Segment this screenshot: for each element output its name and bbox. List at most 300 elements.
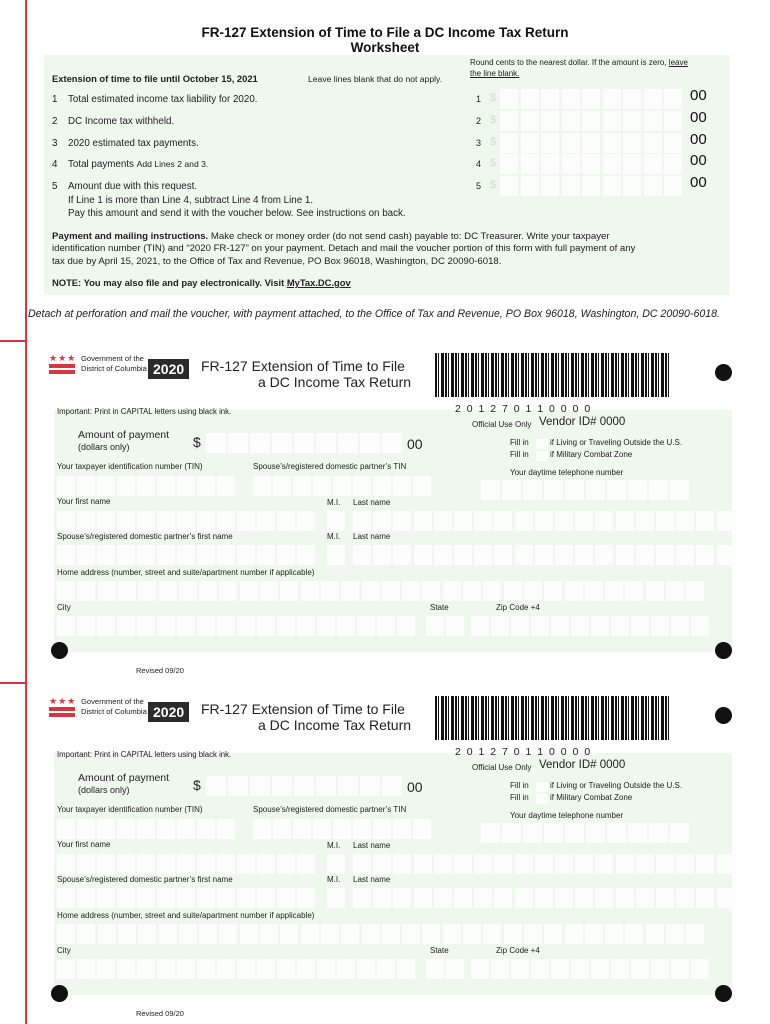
char-box[interactable] [177, 819, 195, 839]
line-digit-box[interactable] [664, 133, 682, 153]
char-box[interactable] [217, 616, 235, 636]
char-box[interactable] [97, 854, 115, 874]
char-box[interactable] [341, 924, 359, 944]
char-box[interactable] [138, 581, 156, 601]
char-box[interactable] [413, 819, 431, 839]
char-box[interactable] [353, 819, 371, 839]
char-box[interactable] [357, 959, 375, 979]
char-box[interactable] [666, 581, 684, 601]
char-box[interactable] [353, 854, 371, 874]
char-box[interactable] [454, 854, 472, 874]
char-box[interactable] [197, 959, 215, 979]
char-box[interactable] [616, 888, 634, 908]
char-box[interactable] [277, 959, 295, 979]
char-box[interactable] [118, 924, 136, 944]
char-box[interactable] [414, 854, 432, 874]
char-box[interactable] [575, 545, 593, 565]
line-digit-box[interactable] [644, 154, 662, 174]
char-box[interactable] [373, 545, 391, 565]
char-box[interactable] [531, 616, 549, 636]
char-box[interactable] [98, 581, 116, 601]
char-box[interactable] [77, 959, 95, 979]
line-digit-box[interactable] [500, 154, 518, 174]
char-box[interactable] [611, 959, 629, 979]
char-box[interactable] [97, 959, 115, 979]
char-box[interactable] [277, 888, 295, 908]
char-box[interactable] [77, 854, 95, 874]
char-box[interactable] [353, 545, 371, 565]
char-box[interactable] [393, 854, 411, 874]
line-digit-box[interactable] [603, 133, 621, 153]
char-box[interactable] [157, 888, 175, 908]
char-box[interactable] [97, 616, 115, 636]
line-digit-box[interactable] [521, 111, 539, 131]
char-box[interactable] [531, 959, 549, 979]
char-box[interactable] [393, 476, 411, 496]
char-box[interactable] [177, 959, 195, 979]
char-box[interactable] [646, 581, 664, 601]
char-box[interactable] [474, 854, 492, 874]
char-box[interactable] [219, 581, 237, 601]
char-box[interactable] [353, 888, 371, 908]
char-box[interactable] [159, 581, 177, 601]
line-digit-box[interactable] [582, 133, 600, 153]
char-box[interactable] [280, 581, 298, 601]
char-box[interactable] [277, 545, 295, 565]
char-box[interactable] [373, 476, 391, 496]
line-digit-box[interactable] [582, 154, 600, 174]
char-box[interactable] [656, 511, 674, 531]
char-box[interactable] [317, 959, 335, 979]
char-box[interactable] [691, 959, 709, 979]
char-box[interactable] [301, 581, 319, 601]
char-box[interactable] [217, 854, 235, 874]
char-box[interactable] [575, 854, 593, 874]
line-digit-box[interactable] [500, 133, 518, 153]
line-digit-box[interactable] [582, 176, 600, 196]
char-box[interactable] [651, 959, 669, 979]
char-box[interactable] [117, 476, 135, 496]
char-box[interactable] [515, 854, 533, 874]
char-box[interactable] [294, 776, 314, 796]
line-digit-box[interactable] [521, 133, 539, 153]
char-box[interactable] [426, 616, 444, 636]
char-box[interactable] [257, 616, 275, 636]
char-box[interactable] [523, 823, 542, 843]
char-box[interactable] [98, 924, 116, 944]
char-box[interactable] [504, 924, 522, 944]
char-box[interactable] [656, 888, 674, 908]
char-box[interactable] [199, 924, 217, 944]
char-box[interactable] [565, 581, 583, 601]
char-box[interactable] [377, 616, 395, 636]
line-digit-box[interactable] [541, 111, 559, 131]
char-box[interactable] [595, 545, 613, 565]
char-box[interactable] [474, 545, 492, 565]
char-box[interactable] [177, 545, 195, 565]
char-box[interactable] [616, 854, 634, 874]
char-box[interactable] [217, 476, 235, 496]
char-box[interactable] [671, 616, 689, 636]
char-box[interactable] [327, 854, 345, 874]
char-box[interactable] [502, 823, 521, 843]
char-box[interactable] [551, 616, 569, 636]
char-box[interactable] [491, 959, 509, 979]
char-box[interactable] [257, 854, 275, 874]
line-digit-box[interactable] [500, 111, 518, 131]
char-box[interactable] [341, 581, 359, 601]
char-box[interactable] [362, 581, 380, 601]
char-box[interactable] [696, 511, 714, 531]
char-box[interactable] [414, 888, 432, 908]
char-box[interactable] [523, 480, 542, 500]
line-digit-box[interactable] [541, 133, 559, 153]
char-box[interactable] [397, 959, 415, 979]
char-box[interactable] [524, 924, 542, 944]
char-box[interactable] [595, 888, 613, 908]
char-box[interactable] [177, 854, 195, 874]
char-box[interactable] [393, 545, 411, 565]
char-box[interactable] [676, 511, 694, 531]
char-box[interactable] [157, 854, 175, 874]
char-box[interactable] [338, 776, 358, 796]
char-box[interactable] [565, 823, 584, 843]
char-box[interactable] [656, 854, 674, 874]
char-box[interactable] [338, 433, 358, 453]
char-box[interactable] [544, 480, 563, 500]
char-box[interactable] [397, 616, 415, 636]
char-box[interactable] [137, 511, 155, 531]
char-box[interactable] [373, 854, 391, 874]
char-box[interactable] [273, 476, 291, 496]
char-box[interactable] [250, 433, 270, 453]
char-box[interactable] [157, 545, 175, 565]
char-box[interactable] [237, 959, 255, 979]
char-box[interactable] [649, 480, 668, 500]
char-box[interactable] [666, 924, 684, 944]
char-box[interactable] [228, 433, 248, 453]
char-box[interactable] [535, 854, 553, 874]
char-box[interactable] [636, 888, 654, 908]
char-box[interactable] [628, 480, 647, 500]
char-box[interactable] [691, 616, 709, 636]
char-box[interactable] [586, 480, 605, 500]
line-digit-box[interactable] [562, 176, 580, 196]
char-box[interactable] [327, 545, 345, 565]
char-box[interactable] [555, 854, 573, 874]
char-box[interactable] [273, 819, 291, 839]
line-digit-box[interactable] [644, 89, 662, 109]
char-box[interactable] [434, 854, 452, 874]
char-box[interactable] [197, 511, 215, 531]
char-box[interactable] [443, 581, 461, 601]
char-box[interactable] [250, 776, 270, 796]
char-box[interactable] [607, 480, 626, 500]
char-box[interactable] [217, 511, 235, 531]
char-box[interactable] [646, 924, 664, 944]
char-box[interactable] [157, 959, 175, 979]
char-box[interactable] [179, 924, 197, 944]
char-box[interactable] [217, 888, 235, 908]
char-box[interactable] [206, 776, 226, 796]
line-digit-box[interactable] [521, 89, 539, 109]
line-digit-box[interactable] [521, 154, 539, 174]
char-box[interactable] [313, 819, 331, 839]
char-box[interactable] [607, 823, 626, 843]
char-box[interactable] [362, 924, 380, 944]
char-box[interactable] [77, 924, 95, 944]
char-box[interactable] [402, 924, 420, 944]
char-box[interactable] [494, 545, 512, 565]
char-box[interactable] [504, 581, 522, 601]
char-box[interactable] [57, 581, 75, 601]
char-box[interactable] [97, 819, 115, 839]
char-box[interactable] [474, 888, 492, 908]
char-box[interactable] [117, 959, 135, 979]
char-box[interactable] [360, 433, 380, 453]
char-box[interactable] [483, 924, 501, 944]
line-digit-box[interactable] [664, 111, 682, 131]
char-box[interactable] [117, 819, 135, 839]
char-box[interactable] [463, 581, 481, 601]
line-digit-box[interactable] [582, 111, 600, 131]
char-box[interactable] [686, 581, 704, 601]
char-box[interactable] [535, 545, 553, 565]
char-box[interactable] [97, 476, 115, 496]
char-box[interactable] [321, 581, 339, 601]
char-box[interactable] [57, 616, 75, 636]
char-box[interactable] [575, 511, 593, 531]
char-box[interactable] [382, 581, 400, 601]
char-box[interactable] [237, 888, 255, 908]
char-box[interactable] [294, 433, 314, 453]
char-box[interactable] [77, 545, 95, 565]
char-box[interactable] [676, 854, 694, 874]
char-box[interactable] [237, 511, 255, 531]
char-box[interactable] [237, 545, 255, 565]
char-box[interactable] [197, 888, 215, 908]
char-box[interactable] [177, 476, 195, 496]
char-box[interactable] [393, 888, 411, 908]
char-box[interactable] [199, 581, 217, 601]
char-box[interactable] [443, 924, 461, 944]
char-box[interactable] [446, 616, 464, 636]
line-digit-box[interactable] [644, 111, 662, 131]
char-box[interactable] [494, 511, 512, 531]
char-box[interactable] [138, 924, 156, 944]
char-box[interactable] [197, 854, 215, 874]
line-digit-box[interactable] [664, 89, 682, 109]
char-box[interactable] [535, 888, 553, 908]
char-box[interactable] [253, 476, 271, 496]
char-box[interactable] [177, 888, 195, 908]
char-box[interactable] [137, 819, 155, 839]
char-box[interactable] [382, 924, 400, 944]
char-box[interactable] [137, 854, 155, 874]
char-box[interactable] [327, 511, 345, 531]
char-box[interactable] [565, 480, 584, 500]
char-box[interactable] [544, 581, 562, 601]
char-box[interactable] [515, 545, 533, 565]
char-box[interactable] [595, 511, 613, 531]
line-digit-box[interactable] [541, 154, 559, 174]
char-box[interactable] [393, 511, 411, 531]
char-box[interactable] [301, 924, 319, 944]
line-digit-box[interactable] [664, 154, 682, 174]
char-box[interactable] [494, 854, 512, 874]
char-box[interactable] [551, 959, 569, 979]
char-box[interactable] [696, 888, 714, 908]
char-box[interactable] [434, 511, 452, 531]
combat-zone-checkbox[interactable] [536, 794, 548, 804]
char-box[interactable] [77, 511, 95, 531]
char-box[interactable] [280, 924, 298, 944]
char-box[interactable] [293, 476, 311, 496]
char-box[interactable] [177, 616, 195, 636]
char-box[interactable] [636, 511, 654, 531]
char-box[interactable] [137, 476, 155, 496]
char-box[interactable] [402, 581, 420, 601]
char-box[interactable] [382, 776, 402, 796]
char-box[interactable] [474, 511, 492, 531]
char-box[interactable] [313, 476, 331, 496]
char-box[interactable] [670, 480, 689, 500]
line-digit-box[interactable] [623, 89, 641, 109]
char-box[interactable] [159, 924, 177, 944]
char-box[interactable] [656, 545, 674, 565]
char-box[interactable] [555, 511, 573, 531]
char-box[interactable] [118, 581, 136, 601]
char-box[interactable] [353, 511, 371, 531]
char-box[interactable] [555, 888, 573, 908]
char-box[interactable] [591, 616, 609, 636]
char-box[interactable] [57, 511, 75, 531]
line-digit-box[interactable] [562, 89, 580, 109]
char-box[interactable] [316, 433, 336, 453]
char-box[interactable] [605, 924, 623, 944]
char-box[interactable] [717, 888, 735, 908]
char-box[interactable] [228, 776, 248, 796]
char-box[interactable] [575, 888, 593, 908]
char-box[interactable] [471, 959, 489, 979]
char-box[interactable] [97, 511, 115, 531]
char-box[interactable] [257, 511, 275, 531]
char-box[interactable] [628, 823, 647, 843]
line-digit-box[interactable] [623, 176, 641, 196]
char-box[interactable] [137, 545, 155, 565]
line-digit-box[interactable] [562, 154, 580, 174]
char-box[interactable] [206, 433, 226, 453]
char-box[interactable] [413, 476, 431, 496]
char-box[interactable] [471, 616, 489, 636]
char-box[interactable] [327, 888, 345, 908]
char-box[interactable] [631, 959, 649, 979]
char-box[interactable] [353, 476, 371, 496]
char-box[interactable] [117, 545, 135, 565]
char-box[interactable] [272, 433, 292, 453]
char-box[interactable] [454, 888, 472, 908]
char-box[interactable] [446, 959, 464, 979]
line-digit-box[interactable] [644, 133, 662, 153]
char-box[interactable] [217, 959, 235, 979]
char-box[interactable] [414, 545, 432, 565]
mytax-link[interactable]: MyTax.DC.gov [286, 277, 351, 288]
char-box[interactable] [217, 819, 235, 839]
line-digit-box[interactable] [582, 89, 600, 109]
char-box[interactable] [57, 924, 75, 944]
char-box[interactable] [671, 959, 689, 979]
char-box[interactable] [454, 545, 472, 565]
char-box[interactable] [321, 924, 339, 944]
char-box[interactable] [515, 511, 533, 531]
line-digit-box[interactable] [562, 111, 580, 131]
char-box[interactable] [595, 854, 613, 874]
line-digit-box[interactable] [664, 176, 682, 196]
char-box[interactable] [137, 959, 155, 979]
char-box[interactable] [297, 616, 315, 636]
char-box[interactable] [197, 476, 215, 496]
char-box[interactable] [483, 581, 501, 601]
char-box[interactable] [257, 545, 275, 565]
char-box[interactable] [177, 511, 195, 531]
char-box[interactable] [157, 616, 175, 636]
char-box[interactable] [494, 888, 512, 908]
char-box[interactable] [257, 959, 275, 979]
char-box[interactable] [257, 888, 275, 908]
char-box[interactable] [277, 511, 295, 531]
char-box[interactable] [571, 616, 589, 636]
char-box[interactable] [616, 511, 634, 531]
char-box[interactable] [360, 776, 380, 796]
char-box[interactable] [511, 616, 529, 636]
char-box[interactable] [373, 511, 391, 531]
char-box[interactable] [414, 511, 432, 531]
char-box[interactable] [97, 888, 115, 908]
char-box[interactable] [357, 616, 375, 636]
char-box[interactable] [373, 888, 391, 908]
line-digit-box[interactable] [541, 176, 559, 196]
char-box[interactable] [179, 581, 197, 601]
char-box[interactable] [636, 545, 654, 565]
char-box[interactable] [219, 924, 237, 944]
char-box[interactable] [717, 854, 735, 874]
char-box[interactable] [454, 511, 472, 531]
char-box[interactable] [77, 616, 95, 636]
char-box[interactable] [137, 888, 155, 908]
char-box[interactable] [277, 854, 295, 874]
char-box[interactable] [240, 924, 258, 944]
line-digit-box[interactable] [603, 89, 621, 109]
char-box[interactable] [333, 476, 351, 496]
char-box[interactable] [393, 819, 411, 839]
char-box[interactable] [481, 823, 500, 843]
char-box[interactable] [117, 888, 135, 908]
char-box[interactable] [297, 545, 315, 565]
char-box[interactable] [625, 581, 643, 601]
char-box[interactable] [117, 511, 135, 531]
line-digit-box[interactable] [644, 176, 662, 196]
char-box[interactable] [197, 616, 215, 636]
char-box[interactable] [676, 888, 694, 908]
char-box[interactable] [117, 616, 135, 636]
char-box[interactable] [57, 854, 75, 874]
char-box[interactable] [434, 888, 452, 908]
char-box[interactable] [277, 616, 295, 636]
char-box[interactable] [77, 476, 95, 496]
line-digit-box[interactable] [603, 154, 621, 174]
char-box[interactable] [649, 823, 668, 843]
char-box[interactable] [676, 545, 694, 565]
